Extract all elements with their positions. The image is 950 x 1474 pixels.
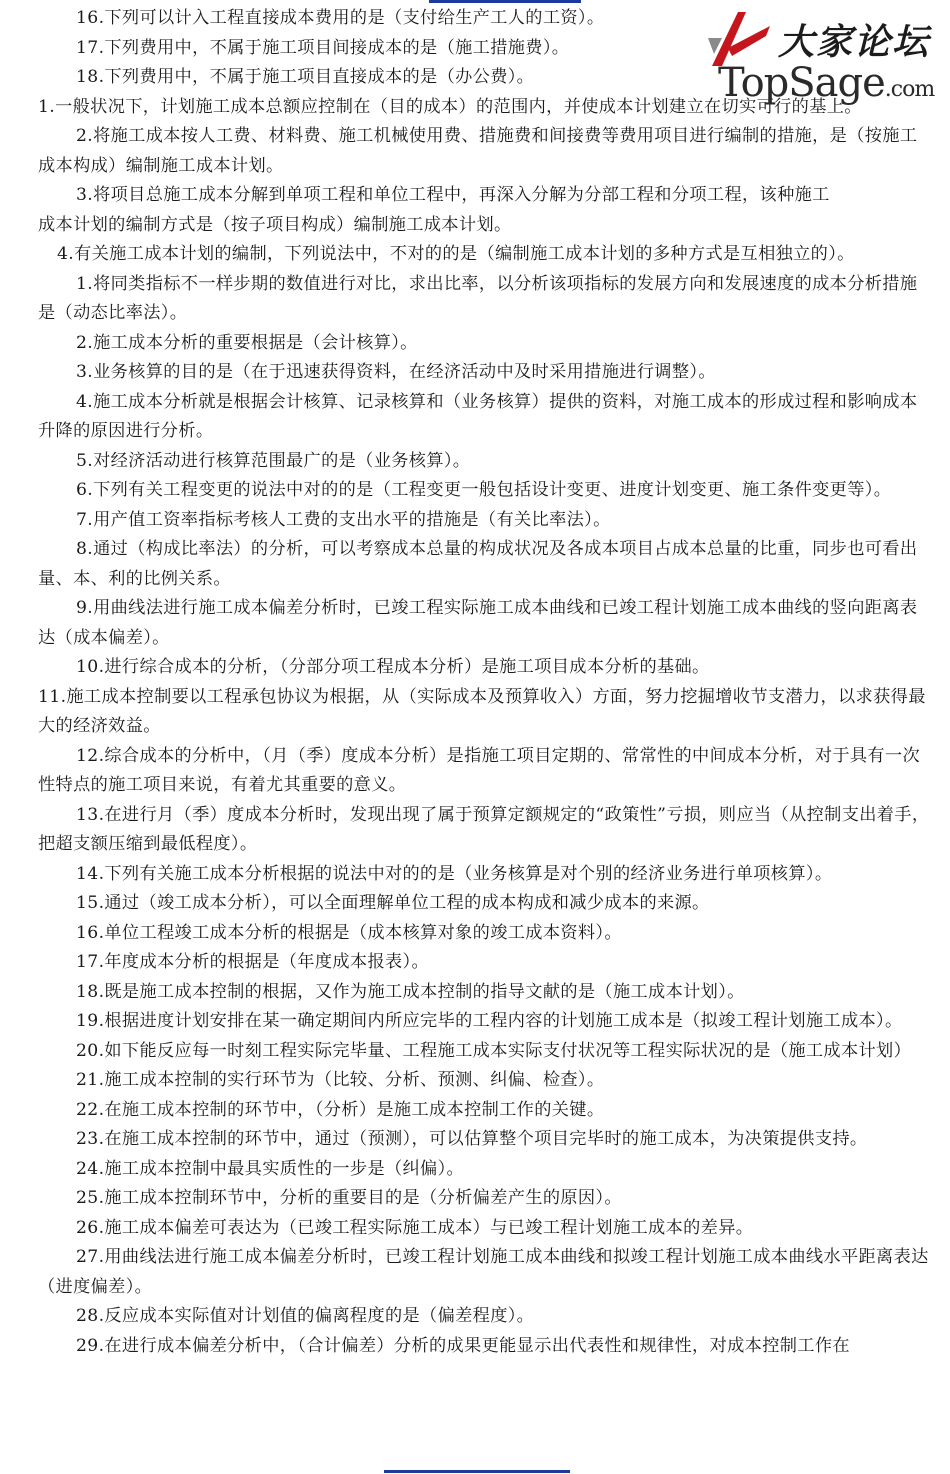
question-paragraph: 13.在进行月（季）度成本分析时，发现出现了属于预算定额规定的“政策性”亏损，则应当（从控制支出着手，把超支额压缩到最低程度）。 <box>38 804 930 854</box>
question-paragraph: 23.在施工成本控制的环节中，通过（预测），可以估算整个项目完毕时的施工成本，为决策提供支持。 <box>76 1129 868 1149</box>
question-paragraph: 14.下列有关施工成本分析根据的说法中对的的是（业务核算是对个别的经济业务进行单项核算）。 <box>76 863 833 884</box>
question-paragraph: 4.施工成本分析就是根据会计核算、记录核算和（业务核算）提供的资料，对施工成本的形成过程和影响成本升降的原因进行分析。 <box>38 391 918 441</box>
question-paragraph: 4.有关施工成本计划的编制，下列说法中，不对的的是（编制施工成本计划的多种方式是互相独立的）。 <box>57 244 855 264</box>
question-paragraph: 2.将施工成本按人工费、材料费、施工机械使用费、措施费和间接费等费用项目进行编制的措施，是（按施工成本构成）编制施工成本计划。 <box>38 126 918 176</box>
question-paragraph: 18.下列费用中，不属于施工项目直接成本的是（办公费）。 <box>76 67 535 87</box>
question-paragraph: 1.将同类指标不一样步期的数值进行对比，求出比率，以分析该项指标的发展方向和发展速度的成本分析措施是（动态比率法）。 <box>38 273 918 323</box>
question-paragraph: 29.在进行成本偏差分析中，（合计偏差）分析的成果更能显示出代表性和规律性，对成本控制工作在 <box>76 1335 850 1356</box>
question-paragraph: 10.进行综合成本的分析，（分部分项工程成本分析）是施工项目成本分析的基础。 <box>76 657 710 677</box>
question-paragraph: 24.施工成本控制中最具实质性的一步是（纠偏）。 <box>76 1158 465 1179</box>
question-paragraph: 25.施工成本控制环节中，分析的重要目的是（分析偏差产生的原因）。 <box>76 1188 622 1208</box>
logo-mark-icon <box>708 8 778 68</box>
question-paragraph: 16.下列可以计入工程直接成本费用的是（支付给生产工人的工资）。 <box>76 8 605 28</box>
logo-domain-suffix: .com <box>884 77 935 102</box>
question-paragraph: 22.在施工成本控制的环节中，（分析）是施工成本控制工作的关键。 <box>76 1099 605 1120</box>
question-paragraph: 5.对经济活动进行核算范围最广的是（业务核算）。 <box>76 450 471 471</box>
question-paragraph: 19.根据进度计划安排在某一确定期间内所应完毕的工程内容的计划施工成本是（拟竣工程计划施工成本）。 <box>76 1011 903 1031</box>
question-paragraph: 9.用曲线法进行施工成本偏差分析时，已竣工程实际施工成本曲线和已竣工程计划施工成本曲线的竖向距离表达（成本偏差）。 <box>38 598 918 648</box>
question-paragraph: 15.通过（竣工成本分析），可以全面理解单位工程的成本构成和减少成本的来源。 <box>76 893 710 913</box>
question-paragraph: 6.下列有关工程变更的说法中对的的是（工程变更一般包括设计变更、进度计划变更、施工条件变更等）。 <box>76 480 892 500</box>
question-paragraph: 27.用曲线法进行施工成本偏差分析时，已竣工程计划施工成本曲线和拟竣工程计划施工成本曲线水平距离表达（进度偏差）。 <box>38 1247 929 1297</box>
logo-english-text <box>718 60 934 106</box>
question-paragraph: 3.业务核算的目的是（在于迅速获得资料，在经济活动中及时采用措施进行调整）。 <box>76 362 716 382</box>
logo-chinese-text: 大家论坛 <box>778 21 931 63</box>
question-paragraph: 17.年度成本分析的根据是（年度成本报表）。 <box>76 952 429 972</box>
document-body <box>38 4 930 1361</box>
logo-english-name: TopSage <box>718 60 885 106</box>
question-paragraph: 12.综合成本的分析中，（月（季）度成本分析）是指施工项目定期的、常常性的中间成本分析，对于具有一次性特点的施工项目来说，有着尤其重要的意义。 <box>38 745 921 795</box>
bottom-blue-rule <box>384 1470 570 1473</box>
watermark-logo <box>708 8 944 118</box>
question-paragraph: 17.下列费用中，不属于施工项目间接成本的是（施工措施费）。 <box>76 37 570 58</box>
question-paragraph: 2.施工成本分析的重要根据是（会计核算）。 <box>76 332 418 353</box>
question-paragraph: 21.施工成本控制的实行环节为（比较、分析、预测、纠偏、检查）。 <box>76 1070 605 1090</box>
question-paragraph: 8.通过（构成比率法）的分析，可以考察成本总量的构成状况及各成本项目占成本总量的比重，同步也可看出量、本、利的比例关系。 <box>38 539 918 589</box>
question-paragraph: 1.一般状况下，计划施工成本总额应控制在（目的成本）的范围内，并使成本计划建立在切实可行的基上。 <box>38 96 862 117</box>
question-paragraph: 3.将项目总施工成本分解到单项工程和单位工程中，再深入分解为分部工程和分项工程，该种施工 成本计划的编制方式是（按子项目构成）编制施工成本计划。 <box>38 185 830 235</box>
question-paragraph: 26.施工成本偏差可表达为（已竣工程实际施工成本）与已竣工程计划施工成本的差异。 <box>76 1217 754 1238</box>
question-paragraph: 28.反应成本实际值对计划值的偏离程度的是（偏差程度）。 <box>76 1306 535 1326</box>
question-paragraph: 16.单位工程竣工成本分析的根据是（成本核算对象的竣工成本资料）。 <box>76 922 622 943</box>
question-paragraph: 7.用产值工资率指标考核人工费的支出水平的措施是（有关比率法）。 <box>76 509 611 530</box>
top-blue-rule <box>429 0 581 3</box>
question-paragraph: 20.如下能反应每一时刻工程实际完毕量、工程施工成本实际支付状况等工程实际状况的是（施工成本计划） <box>76 1040 912 1061</box>
question-paragraph: 18.既是施工成本控制的根据，又作为施工成本控制的指导文献的是（施工成本计划）。 <box>76 981 745 1002</box>
question-paragraph: 11.施工成本控制要以工程承包协议为根据，从（实际成本及预算收入）方面，努力挖掘增收节支潜力，以求获得最大的经济效益。 <box>38 686 926 736</box>
